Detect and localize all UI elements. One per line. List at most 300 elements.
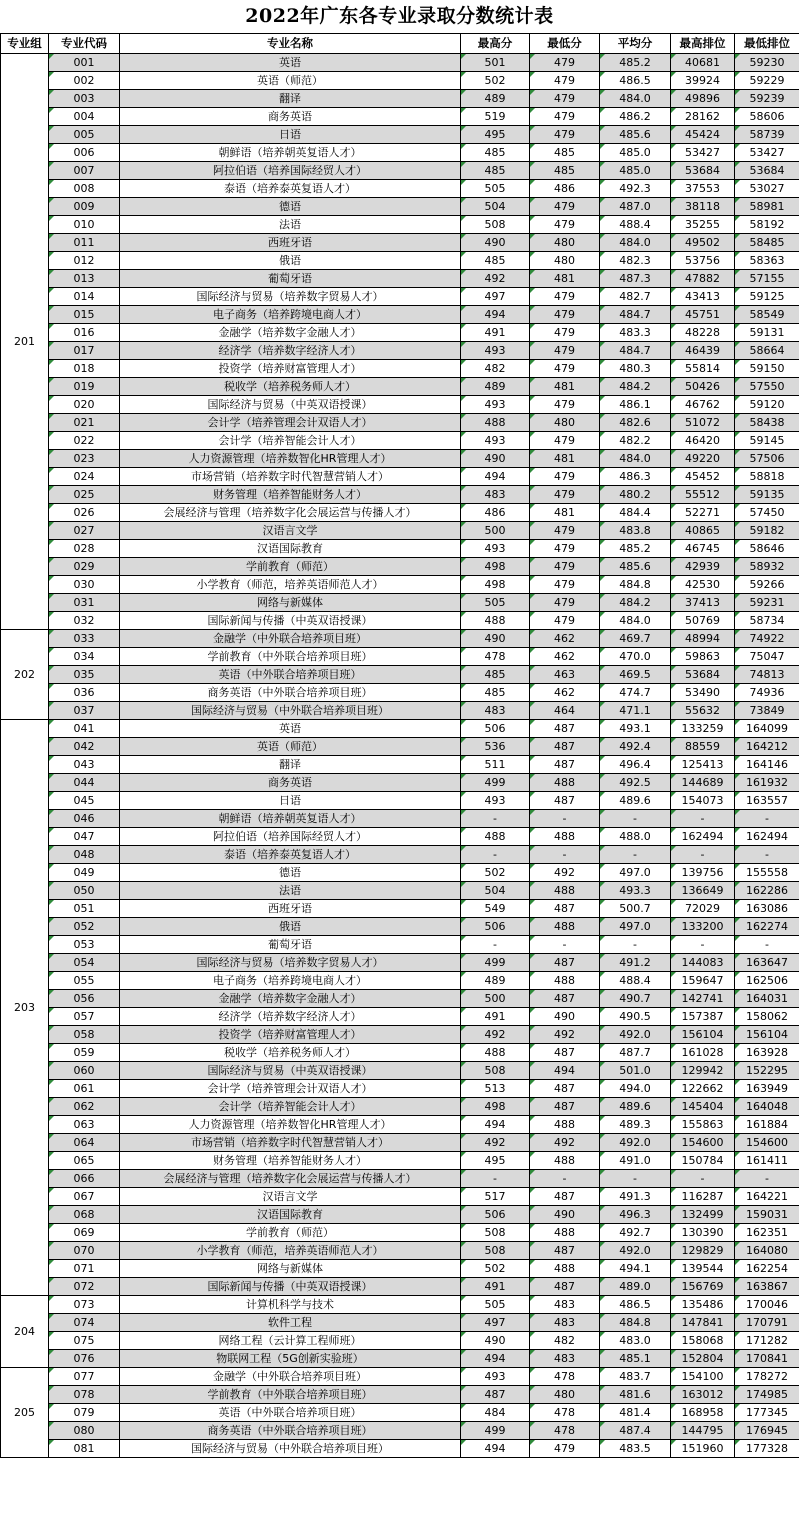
- max-rank-cell: 55814: [671, 360, 735, 378]
- min-rank-cell: 152295: [735, 1062, 799, 1080]
- major-name-cell: 葡萄牙语: [120, 270, 461, 288]
- min-score-cell: 487: [530, 1080, 600, 1098]
- min-rank-cell: 58549: [735, 306, 799, 324]
- code-cell: 004: [49, 108, 120, 126]
- avg-score-cell: 493.1: [600, 720, 671, 738]
- max-score-cell: 499: [461, 774, 530, 792]
- max-score-cell: 491: [461, 1278, 530, 1296]
- code-cell: 014: [49, 288, 120, 306]
- code-cell: 050: [49, 882, 120, 900]
- min-score-cell: -: [530, 936, 600, 954]
- max-score-cell: 491: [461, 324, 530, 342]
- max-score-cell: 500: [461, 990, 530, 1008]
- header-row: [1, 34, 799, 54]
- major-name-cell: 俄语: [120, 918, 461, 936]
- min-rank-cell: 170841: [735, 1350, 799, 1368]
- code-cell: 018: [49, 360, 120, 378]
- code-cell: 058: [49, 1026, 120, 1044]
- avg-score-cell: 484.7: [600, 306, 671, 324]
- table-row: [1, 270, 799, 288]
- max-rank-cell: 152804: [671, 1350, 735, 1368]
- avg-score-cell: 487.4: [600, 1422, 671, 1440]
- min-score-cell: 494: [530, 1062, 600, 1080]
- avg-score-cell: -: [600, 810, 671, 828]
- min-rank-cell: 59229: [735, 72, 799, 90]
- max-score-cell: 494: [461, 1350, 530, 1368]
- min-rank-cell: 170791: [735, 1314, 799, 1332]
- avg-score-cell: 489.3: [600, 1116, 671, 1134]
- group-cell: 203: [1, 720, 49, 1296]
- min-score-cell: 479: [530, 288, 600, 306]
- avg-score-cell: 493.3: [600, 882, 671, 900]
- avg-score-cell: 484.2: [600, 594, 671, 612]
- min-rank-cell: 58646: [735, 540, 799, 558]
- max-rank-cell: 142741: [671, 990, 735, 1008]
- min-score-cell: 488: [530, 774, 600, 792]
- min-score-cell: 462: [530, 684, 600, 702]
- min-score-cell: 479: [530, 594, 600, 612]
- avg-score-cell: -: [600, 936, 671, 954]
- major-name-cell: 泰语（培养泰英复语人才）: [120, 180, 461, 198]
- table-body: [1, 54, 799, 1458]
- max-score-cell: 488: [461, 414, 530, 432]
- code-cell: 069: [49, 1224, 120, 1242]
- max-score-cell: 494: [461, 1116, 530, 1134]
- table-row: [1, 810, 799, 828]
- max-rank-cell: 39924: [671, 72, 735, 90]
- code-cell: 078: [49, 1386, 120, 1404]
- min-score-cell: 485: [530, 144, 600, 162]
- min-rank-cell: 59182: [735, 522, 799, 540]
- table-row: [1, 1386, 799, 1404]
- avg-score-cell: 492.0: [600, 1134, 671, 1152]
- avg-score-cell: 484.0: [600, 612, 671, 630]
- avg-score-cell: 487.0: [600, 198, 671, 216]
- min-score-cell: 488: [530, 1152, 600, 1170]
- header-max-rank: 最高排位: [671, 34, 735, 54]
- min-score-cell: 488: [530, 828, 600, 846]
- header-major-name: 专业名称: [120, 34, 461, 54]
- major-name-cell: 法语: [120, 882, 461, 900]
- max-rank-cell: 53756: [671, 252, 735, 270]
- max-score-cell: 513: [461, 1080, 530, 1098]
- min-rank-cell: 162506: [735, 972, 799, 990]
- code-cell: 011: [49, 234, 120, 252]
- avg-score-cell: 483.8: [600, 522, 671, 540]
- table-row: [1, 972, 799, 990]
- min-rank-cell: 58438: [735, 414, 799, 432]
- table-row: [1, 504, 799, 522]
- major-name-cell: 德语: [120, 198, 461, 216]
- max-rank-cell: 52271: [671, 504, 735, 522]
- major-name-cell: 英语（师范）: [120, 738, 461, 756]
- major-name-cell: 商务英语（中外联合培养项目班）: [120, 1422, 461, 1440]
- min-rank-cell: 174985: [735, 1386, 799, 1404]
- min-rank-cell: 59266: [735, 576, 799, 594]
- min-rank-cell: 58734: [735, 612, 799, 630]
- min-score-cell: 478: [530, 1422, 600, 1440]
- min-rank-cell: 58485: [735, 234, 799, 252]
- code-cell: 019: [49, 378, 120, 396]
- major-name-cell: 阿拉伯语（培养国际经贸人才）: [120, 828, 461, 846]
- avg-score-cell: 481.4: [600, 1404, 671, 1422]
- avg-score-cell: 488.4: [600, 972, 671, 990]
- min-score-cell: 487: [530, 1278, 600, 1296]
- max-rank-cell: 45452: [671, 468, 735, 486]
- min-score-cell: 479: [530, 342, 600, 360]
- code-cell: 017: [49, 342, 120, 360]
- min-score-cell: 492: [530, 864, 600, 882]
- major-name-cell: 西班牙语: [120, 234, 461, 252]
- max-rank-cell: 144689: [671, 774, 735, 792]
- min-score-cell: 488: [530, 882, 600, 900]
- min-score-cell: -: [530, 1170, 600, 1188]
- table-row: [1, 468, 799, 486]
- table-row: [1, 288, 799, 306]
- code-cell: 048: [49, 846, 120, 864]
- max-rank-cell: 116287: [671, 1188, 735, 1206]
- max-score-cell: 506: [461, 918, 530, 936]
- min-rank-cell: 75047: [735, 648, 799, 666]
- max-score-cell: 505: [461, 1296, 530, 1314]
- code-cell: 046: [49, 810, 120, 828]
- min-rank-cell: 162494: [735, 828, 799, 846]
- major-name-cell: 人力资源管理（培养数智化HR管理人才）: [120, 450, 461, 468]
- code-cell: 056: [49, 990, 120, 1008]
- code-cell: 081: [49, 1440, 120, 1458]
- major-name-cell: 英语: [120, 720, 461, 738]
- max-rank-cell: 46762: [671, 396, 735, 414]
- code-cell: 067: [49, 1188, 120, 1206]
- table-row: [1, 1170, 799, 1188]
- max-score-cell: 485: [461, 666, 530, 684]
- table-row: [1, 432, 799, 450]
- min-score-cell: 479: [530, 72, 600, 90]
- code-cell: 047: [49, 828, 120, 846]
- min-score-cell: 479: [530, 216, 600, 234]
- max-score-cell: 490: [461, 630, 530, 648]
- max-score-cell: 495: [461, 1152, 530, 1170]
- table-row: [1, 126, 799, 144]
- code-cell: 071: [49, 1260, 120, 1278]
- code-cell: 008: [49, 180, 120, 198]
- max-rank-cell: 135486: [671, 1296, 735, 1314]
- major-name-cell: 学前教育（师范）: [120, 1224, 461, 1242]
- major-name-cell: 英语（师范）: [120, 72, 461, 90]
- max-rank-cell: 53684: [671, 666, 735, 684]
- min-score-cell: 479: [530, 126, 600, 144]
- code-cell: 035: [49, 666, 120, 684]
- min-score-cell: 481: [530, 450, 600, 468]
- avg-score-cell: 469.5: [600, 666, 671, 684]
- max-score-cell: 485: [461, 144, 530, 162]
- table-row: [1, 252, 799, 270]
- min-rank-cell: 57155: [735, 270, 799, 288]
- table-row: [1, 864, 799, 882]
- header-code: 专业代码: [49, 34, 120, 54]
- max-rank-cell: 48994: [671, 630, 735, 648]
- min-score-cell: 479: [530, 198, 600, 216]
- code-cell: 055: [49, 972, 120, 990]
- table-row: [1, 1296, 799, 1314]
- max-rank-cell: 35255: [671, 216, 735, 234]
- major-name-cell: 汉语国际教育: [120, 1206, 461, 1224]
- code-cell: 016: [49, 324, 120, 342]
- max-score-cell: 491: [461, 1008, 530, 1026]
- min-rank-cell: 163867: [735, 1278, 799, 1296]
- max-score-cell: 508: [461, 1224, 530, 1242]
- table-row: [1, 216, 799, 234]
- max-rank-cell: 53490: [671, 684, 735, 702]
- max-score-cell: 502: [461, 864, 530, 882]
- min-rank-cell: 158062: [735, 1008, 799, 1026]
- max-rank-cell: 133259: [671, 720, 735, 738]
- max-rank-cell: 162494: [671, 828, 735, 846]
- table-row: [1, 720, 799, 738]
- code-cell: 076: [49, 1350, 120, 1368]
- min-rank-cell: 171282: [735, 1332, 799, 1350]
- major-name-cell: 翻译: [120, 756, 461, 774]
- table-row: [1, 360, 799, 378]
- max-rank-cell: 42939: [671, 558, 735, 576]
- max-score-cell: 505: [461, 594, 530, 612]
- min-score-cell: 479: [530, 540, 600, 558]
- max-rank-cell: 49896: [671, 90, 735, 108]
- code-cell: 045: [49, 792, 120, 810]
- avg-score-cell: 483.7: [600, 1368, 671, 1386]
- max-rank-cell: 53684: [671, 162, 735, 180]
- table-row: [1, 1350, 799, 1368]
- min-score-cell: 480: [530, 252, 600, 270]
- table-row: [1, 1314, 799, 1332]
- avg-score-cell: 474.7: [600, 684, 671, 702]
- min-rank-cell: 59145: [735, 432, 799, 450]
- min-score-cell: 487: [530, 1044, 600, 1062]
- avg-score-cell: 488.4: [600, 216, 671, 234]
- major-name-cell: 会计学（培养管理会计双语人才）: [120, 414, 461, 432]
- max-score-cell: 536: [461, 738, 530, 756]
- max-rank-cell: 72029: [671, 900, 735, 918]
- table-row: [1, 558, 799, 576]
- min-score-cell: 481: [530, 504, 600, 522]
- major-name-cell: 英语（中外联合培养项目班）: [120, 1404, 461, 1422]
- major-name-cell: 计算机科学与技术: [120, 1296, 461, 1314]
- min-rank-cell: 163949: [735, 1080, 799, 1098]
- max-rank-cell: 48228: [671, 324, 735, 342]
- max-score-cell: 499: [461, 954, 530, 972]
- max-score-cell: 504: [461, 198, 530, 216]
- max-rank-cell: 43413: [671, 288, 735, 306]
- max-score-cell: 489: [461, 378, 530, 396]
- table-row: [1, 522, 799, 540]
- table-row: [1, 54, 799, 72]
- min-score-cell: 479: [530, 90, 600, 108]
- code-cell: 070: [49, 1242, 120, 1260]
- avg-score-cell: 489.6: [600, 792, 671, 810]
- code-cell: 021: [49, 414, 120, 432]
- avg-score-cell: 491.3: [600, 1188, 671, 1206]
- avg-score-cell: 492.0: [600, 1026, 671, 1044]
- major-name-cell: 学前教育（中外联合培养项目班）: [120, 1386, 461, 1404]
- avg-score-cell: 486.2: [600, 108, 671, 126]
- avg-score-cell: 500.7: [600, 900, 671, 918]
- major-name-cell: 国际新闻与传播（中英双语授课）: [120, 1278, 461, 1296]
- max-score-cell: 493: [461, 342, 530, 360]
- table-row: [1, 1278, 799, 1296]
- min-rank-cell: 177328: [735, 1440, 799, 1458]
- min-score-cell: 487: [530, 1242, 600, 1260]
- max-score-cell: 492: [461, 1134, 530, 1152]
- major-name-cell: 会展经济与管理（培养数字化会展运营与传播人才）: [120, 504, 461, 522]
- code-cell: 013: [49, 270, 120, 288]
- major-name-cell: 网络与新媒体: [120, 1260, 461, 1278]
- max-score-cell: 482: [461, 360, 530, 378]
- max-rank-cell: 42530: [671, 576, 735, 594]
- min-rank-cell: 163086: [735, 900, 799, 918]
- table-row: [1, 792, 799, 810]
- major-name-cell: 俄语: [120, 252, 461, 270]
- code-cell: 033: [49, 630, 120, 648]
- max-score-cell: 506: [461, 1206, 530, 1224]
- table-row: [1, 1242, 799, 1260]
- max-score-cell: 478: [461, 648, 530, 666]
- code-cell: 072: [49, 1278, 120, 1296]
- min-score-cell: 479: [530, 486, 600, 504]
- table-row: [1, 378, 799, 396]
- max-rank-cell: 122662: [671, 1080, 735, 1098]
- code-cell: 024: [49, 468, 120, 486]
- min-score-cell: 480: [530, 1386, 600, 1404]
- min-rank-cell: 53427: [735, 144, 799, 162]
- table-row: [1, 1080, 799, 1098]
- max-score-cell: -: [461, 846, 530, 864]
- avg-score-cell: 483.5: [600, 1440, 671, 1458]
- major-name-cell: 国际经济与贸易（中外联合培养项目班）: [120, 702, 461, 720]
- min-score-cell: 486: [530, 180, 600, 198]
- major-name-cell: 电子商务（培养跨境电商人才）: [120, 972, 461, 990]
- code-cell: 075: [49, 1332, 120, 1350]
- major-name-cell: 金融学（培养数字金融人才）: [120, 990, 461, 1008]
- code-cell: 073: [49, 1296, 120, 1314]
- avg-score-cell: 485.2: [600, 540, 671, 558]
- group-cell: 202: [1, 630, 49, 720]
- header-avg-score: 平均分: [600, 34, 671, 54]
- min-score-cell: 479: [530, 324, 600, 342]
- header-max-score: 最高分: [461, 34, 530, 54]
- max-rank-cell: 40681: [671, 54, 735, 72]
- min-rank-cell: 58818: [735, 468, 799, 486]
- avg-score-cell: 489.6: [600, 1098, 671, 1116]
- max-rank-cell: 133200: [671, 918, 735, 936]
- min-score-cell: 462: [530, 648, 600, 666]
- major-name-cell: 投资学（培养财富管理人才）: [120, 1026, 461, 1044]
- code-cell: 059: [49, 1044, 120, 1062]
- code-cell: 068: [49, 1206, 120, 1224]
- min-rank-cell: 162254: [735, 1260, 799, 1278]
- max-rank-cell: 156104: [671, 1026, 735, 1044]
- min-score-cell: 490: [530, 1008, 600, 1026]
- table-row: [1, 144, 799, 162]
- min-rank-cell: 159031: [735, 1206, 799, 1224]
- table-row: [1, 180, 799, 198]
- min-rank-cell: 58932: [735, 558, 799, 576]
- avg-score-cell: 481.6: [600, 1386, 671, 1404]
- avg-score-cell: 485.1: [600, 1350, 671, 1368]
- header-min-rank: 最低排位: [735, 34, 799, 54]
- min-rank-cell: 58739: [735, 126, 799, 144]
- code-cell: 052: [49, 918, 120, 936]
- major-name-cell: 国际经济与贸易（中外联合培养项目班）: [120, 1440, 461, 1458]
- table-row: [1, 1026, 799, 1044]
- avg-score-cell: 485.6: [600, 558, 671, 576]
- avg-score-cell: 492.5: [600, 774, 671, 792]
- max-score-cell: 498: [461, 576, 530, 594]
- major-name-cell: 物联网工程（5G创新实验班）: [120, 1350, 461, 1368]
- table-row: [1, 450, 799, 468]
- avg-score-cell: 470.0: [600, 648, 671, 666]
- table-row: [1, 1422, 799, 1440]
- major-name-cell: 翻译: [120, 90, 461, 108]
- min-score-cell: 483: [530, 1296, 600, 1314]
- min-rank-cell: 58192: [735, 216, 799, 234]
- max-score-cell: 490: [461, 234, 530, 252]
- max-rank-cell: 129942: [671, 1062, 735, 1080]
- table-row: [1, 648, 799, 666]
- major-name-cell: 葡萄牙语: [120, 936, 461, 954]
- code-cell: 007: [49, 162, 120, 180]
- table-row: [1, 540, 799, 558]
- code-cell: 012: [49, 252, 120, 270]
- min-rank-cell: 170046: [735, 1296, 799, 1314]
- major-name-cell: 小学教育（师范，培养英语师范人才）: [120, 1242, 461, 1260]
- avg-score-cell: 480.3: [600, 360, 671, 378]
- table-row: [1, 1134, 799, 1152]
- min-rank-cell: -: [735, 1170, 799, 1188]
- major-name-cell: 税收学（培养税务师人才）: [120, 378, 461, 396]
- min-score-cell: 480: [530, 234, 600, 252]
- table-row: [1, 1206, 799, 1224]
- avg-score-cell: 486.5: [600, 72, 671, 90]
- avg-score-cell: 485.0: [600, 144, 671, 162]
- major-name-cell: 朝鲜语（培养朝英复语人才）: [120, 144, 461, 162]
- table-title: 2022年广东各专业录取分数统计表: [245, 5, 554, 27]
- min-rank-cell: 163647: [735, 954, 799, 972]
- table-row: [1, 306, 799, 324]
- min-score-cell: 487: [530, 954, 600, 972]
- code-cell: 034: [49, 648, 120, 666]
- avg-score-cell: 501.0: [600, 1062, 671, 1080]
- code-cell: 009: [49, 198, 120, 216]
- min-rank-cell: 162274: [735, 918, 799, 936]
- major-name-cell: 投资学（培养财富管理人才）: [120, 360, 461, 378]
- min-score-cell: 479: [530, 360, 600, 378]
- code-cell: 015: [49, 306, 120, 324]
- max-rank-cell: 50769: [671, 612, 735, 630]
- major-name-cell: 经济学（培养数字经济人才）: [120, 1008, 461, 1026]
- code-cell: 051: [49, 900, 120, 918]
- max-rank-cell: 55632: [671, 702, 735, 720]
- code-cell: 020: [49, 396, 120, 414]
- max-score-cell: 483: [461, 486, 530, 504]
- min-score-cell: 481: [530, 270, 600, 288]
- avg-score-cell: 485.2: [600, 54, 671, 72]
- table-row: [1, 900, 799, 918]
- min-score-cell: 488: [530, 972, 600, 990]
- min-rank-cell: 58664: [735, 342, 799, 360]
- table-row: [1, 954, 799, 972]
- max-rank-cell: 46439: [671, 342, 735, 360]
- max-rank-cell: 157387: [671, 1008, 735, 1026]
